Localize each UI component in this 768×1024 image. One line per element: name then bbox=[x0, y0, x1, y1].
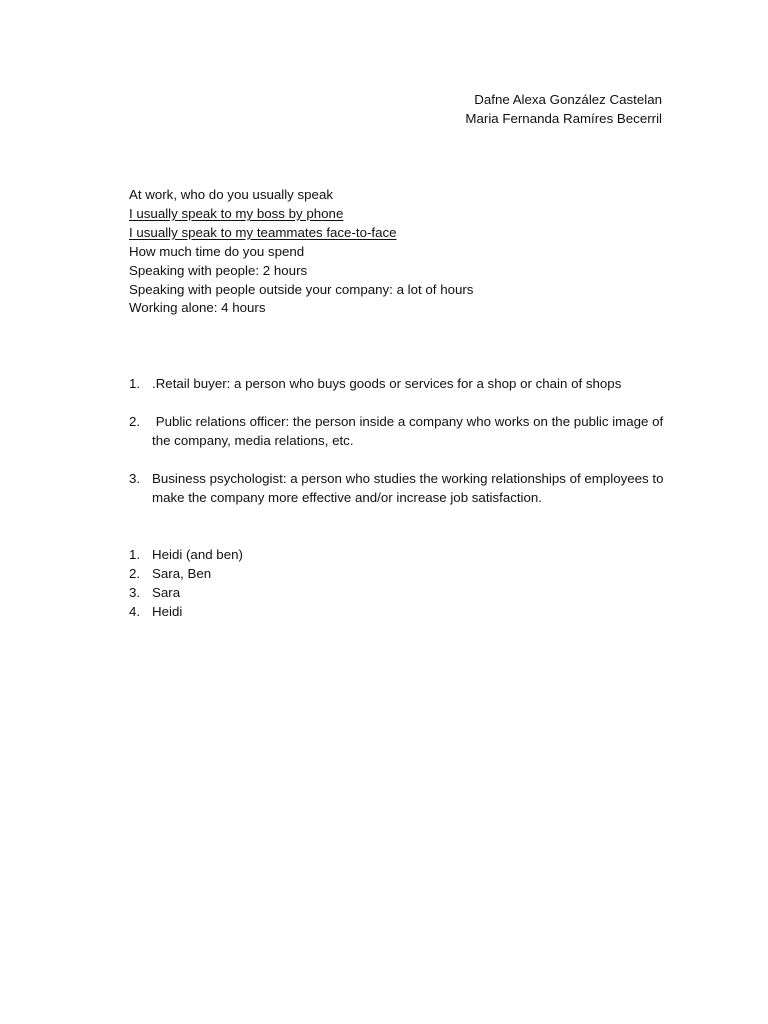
name-answer-2: Sara, Ben bbox=[152, 565, 212, 581]
name-answer-1: Heidi (and ben) bbox=[152, 547, 243, 562]
list-item bbox=[129, 603, 669, 622]
list-number: 2. bbox=[129, 413, 141, 429]
list-number: 1. bbox=[129, 547, 141, 562]
time-outside-company: Speaking with people outside your company: a lot of hours bbox=[129, 281, 474, 297]
list-item bbox=[129, 565, 669, 584]
question-time-spend: How much time do you spend bbox=[129, 243, 305, 259]
qa-section bbox=[129, 186, 669, 318]
list-item bbox=[129, 375, 669, 394]
list-number: 4. bbox=[129, 603, 141, 619]
list-item bbox=[129, 546, 669, 565]
list-number: 3. bbox=[129, 470, 141, 486]
author-2: Maria Fernanda Ramíres Becerril bbox=[465, 110, 662, 126]
time-working-alone: Working alone: 4 hours bbox=[129, 300, 266, 316]
definition-business-psychologist: Business psychologist: a person who studies the working relationships of employees to make the company more effective and/or increase job satisfaction. bbox=[152, 470, 664, 505]
names-list bbox=[129, 546, 669, 622]
time-speaking-people: Speaking with people: 2 hours bbox=[129, 262, 308, 278]
answer-boss-phone: I usually speak to my boss by phone bbox=[129, 205, 344, 221]
definition-retail-buyer: .Retail buyer: a person who buys goods or services for a shop or chain of shops bbox=[152, 376, 622, 391]
list-item bbox=[129, 584, 669, 603]
list-number: 1. bbox=[129, 376, 141, 391]
definition-pr-officer: Public relations officer: the person inside a company who works on the public image of the company, media relations, etc. bbox=[152, 413, 667, 448]
answer-teammates: I usually speak to my teammates face-to-face bbox=[129, 224, 397, 240]
name-answer-4: Heidi bbox=[152, 603, 183, 619]
question-who-speak: At work, who do you usually speak bbox=[129, 187, 333, 202]
author-1: Dafne Alexa González Castelan bbox=[474, 92, 662, 107]
list-number: 3. bbox=[129, 584, 141, 600]
list-item bbox=[129, 413, 669, 451]
name-answer-3: Sara bbox=[152, 584, 181, 600]
definitions-list bbox=[129, 375, 669, 508]
list-number: 2. bbox=[129, 565, 141, 581]
author-names bbox=[465, 91, 662, 129]
list-item bbox=[129, 470, 669, 508]
